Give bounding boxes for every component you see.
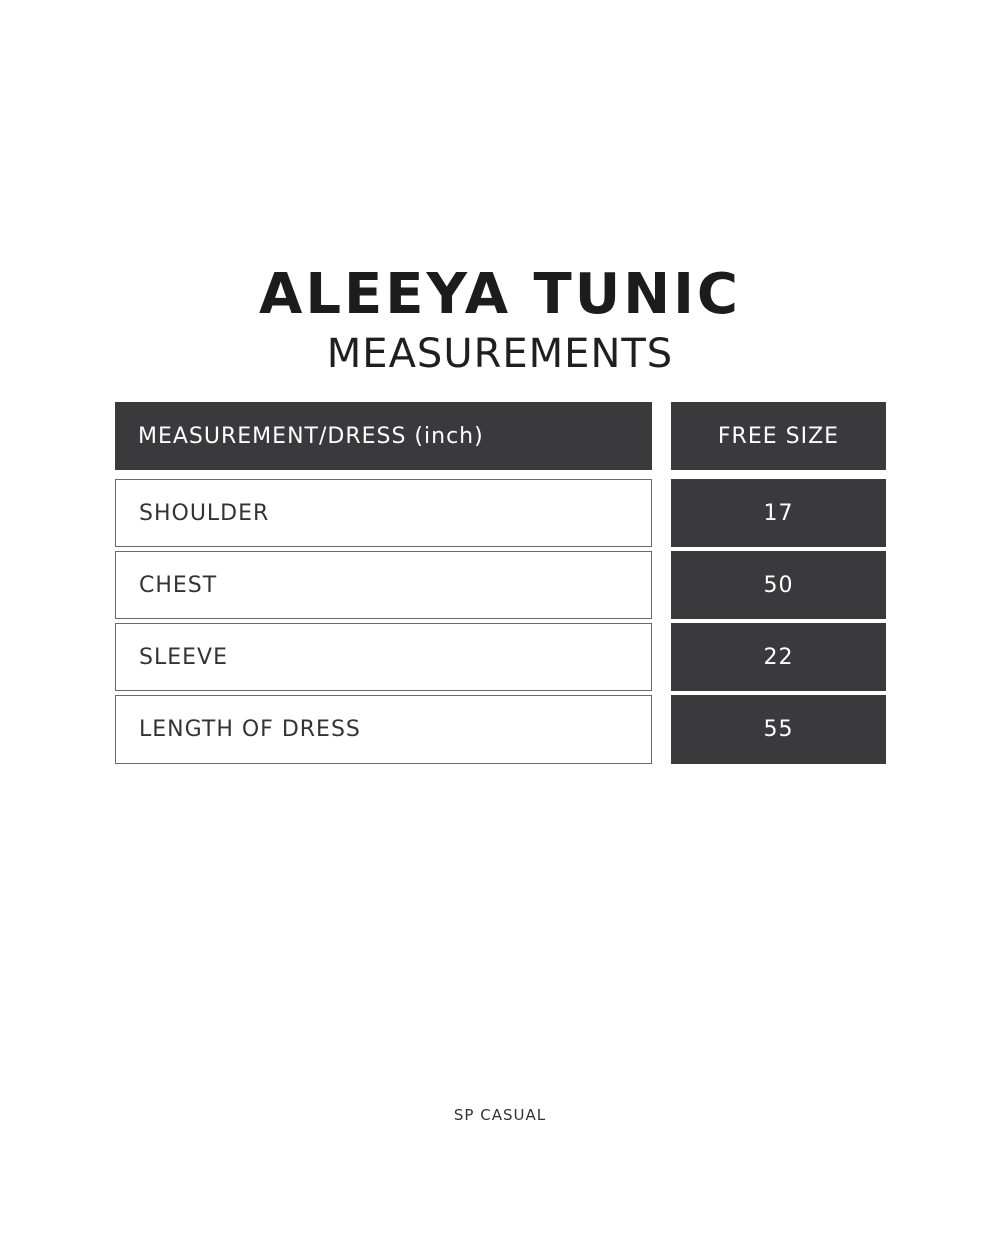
row-value-shoulder: 17 — [671, 479, 886, 547]
row-label-length-of-dress: LENGTH OF DRESS — [115, 695, 652, 764]
page-title: ALEEYA TUNIC — [258, 262, 742, 327]
row-label-shoulder: SHOULDER — [115, 479, 652, 547]
row-value-sleeve: 22 — [671, 623, 886, 691]
row-label-chest: CHEST — [115, 551, 652, 619]
brand-footer: SP CASUAL — [453, 1106, 547, 1124]
row-label-sleeve: SLEEVE — [115, 623, 652, 691]
table-header-measurement: MEASUREMENT/DRESS (inch) — [115, 402, 652, 470]
row-value-length-of-dress: 55 — [671, 695, 886, 764]
page-subtitle: MEASUREMENTS — [326, 331, 674, 377]
table-header-size: FREE SIZE — [671, 402, 886, 470]
row-value-chest: 50 — [671, 551, 886, 619]
